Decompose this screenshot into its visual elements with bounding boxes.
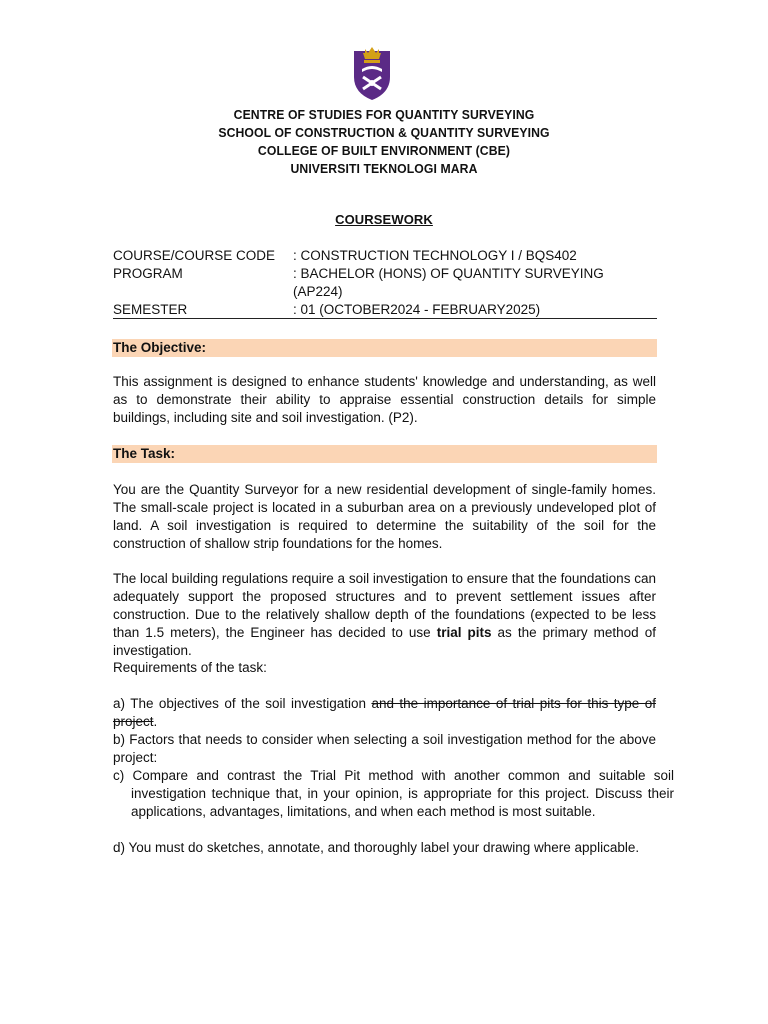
institution-header <box>0 106 768 178</box>
task-paragraph-2-text: The local building regulations require a soil investigation to ensure that the foundations can adequately support the proposed structures and to prevent settlement issues after construction. Due to the relatively shallow depth of the foundations (expected to be less than 1.5 meters), the Engineer has decided to use <box>113 571 656 640</box>
info-label: PROGRAM <box>113 266 183 281</box>
header-line-college: COLLEGE OF BUILT ENVIRONMENT (CBE) <box>257 143 511 158</box>
university-crest-icon <box>351 43 393 101</box>
info-label: COURSE/COURSE CODE <box>113 248 276 263</box>
requirement-item-c: c) Compare and contrast the Trial Pit method with another common and suitable soil investigation technique that, in your opinion, is appropriate for this project. Discuss their applications, advantages, limitations, and when each method is most suitable. <box>113 768 674 819</box>
objective-heading: The Objective: <box>112 339 657 357</box>
requirement-item-d: d) You must do sketches, annotate, and thoroughly label your drawing where applicable. <box>113 840 640 855</box>
info-value: : BACHELOR (HONS) OF QUANTITY SURVEYING (AP224) <box>293 266 604 299</box>
horizontal-divider <box>113 318 657 319</box>
header-line-centre: CENTRE OF STUDIES FOR QUANTITY SURVEYING <box>233 107 535 122</box>
course-info-table <box>113 247 657 319</box>
task-paragraph-1: You are the Quantity Surveyor for a new residential development of single-family homes. The small-scale project is located in a suburban area on a previously undeveloped plot of land. A soil investigation is required to determine the suitability of the soil for the construction of shallow strip foundations for the homes. <box>113 482 656 551</box>
task-paragraph-2-end: as the primary method of investigation. <box>113 625 656 658</box>
info-row-course <box>113 247 657 265</box>
info-row-semester <box>113 301 657 319</box>
info-value: : CONSTRUCTION TECHNOLOGY I / BQS402 <box>293 248 577 263</box>
requirement-a-period: . <box>153 714 158 729</box>
trial-pits-emphasis: trial pits <box>436 625 492 640</box>
task-heading: The Task: <box>112 445 657 463</box>
requirement-a-text: a) The objectives of the soil investigation <box>113 696 372 711</box>
header-line-school: SCHOOL OF CONSTRUCTION & QUANTITY SURVEYING <box>218 125 550 140</box>
requirement-a-struck-text: and the importance of trial pits for this type of project <box>113 696 656 729</box>
info-value: : 01 (OCTOBER2024 - FEBRUARY2025) <box>293 302 541 317</box>
requirement-item-a <box>113 695 656 731</box>
info-row-program <box>113 265 657 301</box>
objective-text: This assignment is designed to enhance students' knowledge and understanding, as well as to demonstrate their ability to appraise essential construction details for simple buildings, including site and soil investigation. (P2). <box>113 374 656 425</box>
document-title: COURSEWORK <box>335 212 433 227</box>
info-label: SEMESTER <box>113 302 188 317</box>
task-paragraph-2 <box>113 570 656 660</box>
requirement-item-b: b) Factors that needs to consider when selecting a soil investigation method for the above project: <box>113 732 656 765</box>
header-line-university: UNIVERSITI TEKNOLOGI MARA <box>290 161 478 176</box>
requirements-intro: Requirements of the task: <box>113 660 267 675</box>
